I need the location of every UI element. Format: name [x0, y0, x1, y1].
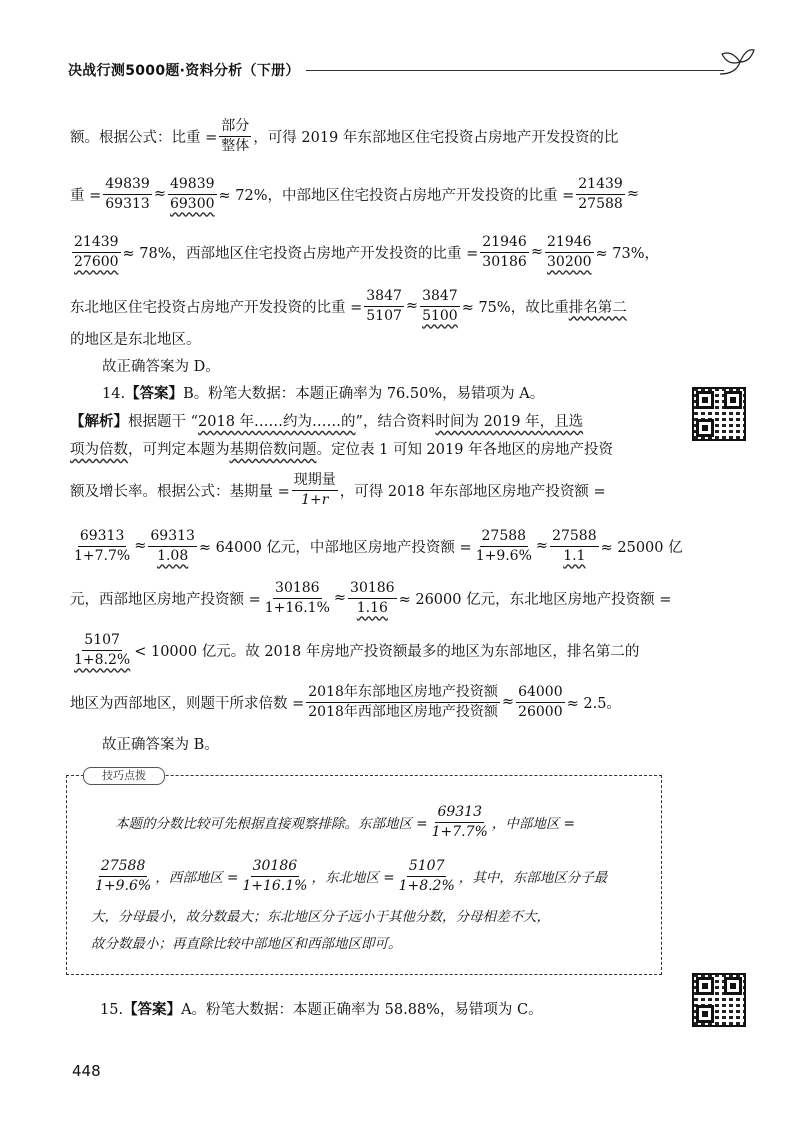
body-line — [70, 170, 670, 218]
numerator: 5107 — [82, 632, 122, 650]
denominator: 69300 — [169, 195, 215, 212]
fraction — [430, 804, 490, 839]
tip-line — [115, 798, 655, 846]
fraction — [219, 118, 251, 153]
body-line — [70, 574, 670, 622]
answer-label: 【答案】 — [123, 1002, 182, 1018]
text: ≈ 64000 亿元，中部地区房地产投资额 = — [198, 539, 472, 556]
fraction — [545, 234, 594, 269]
emphasized-text: 时间为 2019 年，且选 — [435, 414, 584, 430]
text: ≈ 2.5。 — [566, 695, 621, 712]
numerator: 21946 — [545, 234, 594, 252]
text: ≈ 78%，西部地区住宅投资占房地产开发投资的比重 = — [122, 245, 479, 262]
body-line — [70, 328, 670, 352]
denominator: 1.1 — [563, 547, 586, 564]
text: ≈ — [501, 694, 515, 710]
text: ，中部地区 = — [491, 816, 575, 832]
numerator: 3847 — [364, 288, 404, 306]
text: ≈ — [626, 186, 639, 202]
numerator: 21946 — [480, 234, 529, 252]
answer-line — [102, 733, 702, 757]
fraction — [72, 234, 121, 269]
tip-line: 大，分母最小，故分数最大；东北地区分子远小于其他分数，分母相差不大， — [91, 909, 550, 925]
numerator: 3847 — [420, 288, 460, 306]
denominator: 5100 — [422, 307, 458, 324]
body-line — [70, 112, 670, 160]
text: ≈ 25000 亿 — [600, 539, 683, 556]
header-rule — [306, 70, 724, 71]
fraction — [364, 288, 404, 323]
text: ≈ — [333, 590, 347, 606]
text: ≈ — [535, 538, 549, 554]
text: ，西部地区 = — [155, 870, 239, 886]
numerator: 69313 — [78, 528, 127, 546]
text: ，其中，东部地区分子最 — [458, 870, 608, 886]
numerator: 49839 — [168, 176, 217, 194]
fraction — [397, 858, 457, 893]
denominator: 1+r — [301, 491, 329, 508]
numerator: 21439 — [72, 234, 121, 252]
numerator: 69313 — [148, 528, 197, 546]
body-line — [70, 410, 670, 434]
numerator: 49839 — [103, 176, 152, 194]
fraction — [306, 684, 500, 719]
numerator: 27588 — [550, 528, 599, 546]
body-line — [70, 678, 670, 726]
tip-line: 故分数最小；再直除比较中部地区和西部地区即可。 — [91, 936, 402, 952]
numerator: 30186 — [348, 580, 397, 598]
text: ，可判定本题为 — [128, 442, 230, 458]
text: ≈ — [405, 298, 419, 314]
text: 地区为西部地区，则题干所求倍数 = — [70, 695, 305, 712]
text: ，可得 2018 年东部地区房地产投资额 = — [339, 483, 606, 500]
denominator: 1+9.6% — [475, 547, 532, 564]
denominator: 26000 — [518, 703, 563, 720]
numerator: 27588 — [480, 528, 529, 546]
text: ≈ 26000 亿元，东北地区房地产投资额 = — [398, 591, 672, 608]
running-header — [68, 60, 758, 86]
emphasized-text: 排名第二 — [568, 299, 627, 316]
fraction — [148, 528, 197, 563]
denominator: 30200 — [547, 253, 592, 270]
numerator: 69313 — [435, 804, 484, 822]
denominator: 5107 — [366, 307, 402, 324]
text: ≈ 72%，中部地区住宅投资占房地产开发投资的比重 = — [218, 187, 575, 204]
fraction — [516, 684, 565, 719]
fraction — [420, 288, 460, 323]
numerator: 30186 — [251, 858, 300, 876]
text: 额。根据公式：比重 = — [70, 129, 218, 146]
fraction — [93, 858, 153, 893]
denominator: 1+7.7% — [74, 547, 131, 564]
fraction — [348, 580, 397, 615]
fraction — [103, 176, 152, 211]
fraction — [72, 632, 132, 667]
body-line — [70, 626, 670, 674]
numerator: 21439 — [576, 176, 625, 194]
text: ≈ — [134, 538, 147, 554]
text: A。粉笔大数据：本题正确率为 58.88%，易错项为 C。 — [181, 1002, 543, 1018]
denominator: 整体 — [221, 137, 250, 154]
fraction — [240, 858, 309, 893]
denominator: 1+16.1% — [242, 877, 308, 894]
question-number: 14. — [102, 386, 126, 402]
text: ≈ — [530, 244, 543, 260]
denominator: 2018年西部地区房地产投资额 — [308, 703, 498, 720]
body-line — [70, 438, 670, 462]
tip-box — [66, 769, 662, 975]
fraction — [263, 580, 332, 615]
fraction — [168, 176, 217, 211]
text: 本题的分数比较可先根据直接观察排除。东部地区 = — [115, 816, 428, 832]
numerator: 27588 — [99, 858, 148, 876]
numerator: 2018年东部地区房地产投资额 — [306, 684, 500, 702]
text: ，东北地区 = — [311, 870, 395, 886]
page-number: 448 — [72, 1062, 101, 1080]
analysis-label: 【解析】 — [70, 414, 128, 430]
text: ”，结合资料 — [355, 414, 436, 430]
denominator: 69313 — [105, 195, 150, 212]
fraction — [576, 176, 625, 211]
denominator: 1.08 — [157, 547, 189, 564]
numerator: 64000 — [516, 684, 565, 702]
numerator: 现期量 — [292, 472, 338, 490]
emphasized-text: 基期倍数问题 — [229, 442, 317, 458]
denominator: 30186 — [482, 253, 527, 270]
text: 的地区是东北地区。 — [70, 332, 201, 348]
text: ≈ 75%，故比重 — [461, 299, 569, 316]
text: 。定位表 1 可知 2019 年各地区的房地产投资 — [316, 442, 614, 458]
qr-code-icon[interactable] — [692, 387, 746, 441]
text: B。粉笔大数据：本题正确率为 76.50%，易错项为 A。 — [183, 386, 545, 402]
denominator: 27588 — [578, 195, 623, 212]
text: ，可得 2019 年东部地区住宅投资占房地产开发投资的比 — [253, 129, 619, 146]
fraction — [474, 528, 534, 563]
question-number: 15. — [100, 1002, 124, 1018]
book-title: 决战行测5000题·资料分析（下册） — [68, 63, 300, 79]
tip-label: 技巧点拨 — [83, 767, 165, 785]
numerator: 30186 — [273, 580, 322, 598]
denominator: 1.16 — [356, 599, 388, 616]
numerator: 5107 — [407, 858, 447, 876]
answer-line — [102, 355, 702, 379]
denominator: 1+8.2% — [74, 651, 131, 668]
text: ≈ — [153, 186, 166, 202]
emphasized-text: 2018 年……约为……的 — [198, 414, 356, 430]
numerator: 部分 — [219, 118, 251, 136]
fraction — [480, 234, 529, 269]
text: ≈ 73%， — [595, 245, 660, 262]
denominator: 1+9.6% — [95, 877, 152, 894]
fraction — [72, 528, 132, 563]
body-line — [70, 228, 670, 276]
body-line — [70, 466, 670, 514]
body-line — [70, 522, 683, 570]
denominator: 1+16.1% — [264, 599, 330, 616]
emphasized-text: 项为倍数 — [70, 442, 128, 458]
text: 故正确答案为 B。 — [102, 737, 219, 753]
text: 故正确答案为 D。 — [102, 359, 220, 375]
tip-line — [91, 852, 657, 900]
qr-code-icon[interactable] — [692, 973, 746, 1027]
question-14-answer — [102, 382, 702, 406]
text: 元，西部地区房地产投资额 = — [70, 591, 261, 608]
text: < 10000 亿元。故 2018 年房地产投资额最多的地区为东部地区，排名第二的 — [134, 643, 640, 660]
denominator: 1+8.2% — [398, 877, 455, 894]
leaf-icon — [716, 44, 756, 78]
body-line — [70, 282, 670, 330]
answer-label: 【答案】 — [125, 386, 184, 402]
text: 东北地区住宅投资占房地产开发投资的比重 = — [70, 299, 363, 316]
fraction — [292, 472, 338, 507]
denominator: 1+7.7% — [431, 823, 488, 840]
denominator: 27600 — [74, 253, 119, 270]
fraction — [550, 528, 599, 563]
text: 重 = — [70, 187, 102, 204]
question-15-answer — [100, 998, 700, 1022]
text: 根据题干 “ — [128, 414, 199, 430]
text: 额及增长率。根据公式：基期量 = — [70, 483, 290, 500]
